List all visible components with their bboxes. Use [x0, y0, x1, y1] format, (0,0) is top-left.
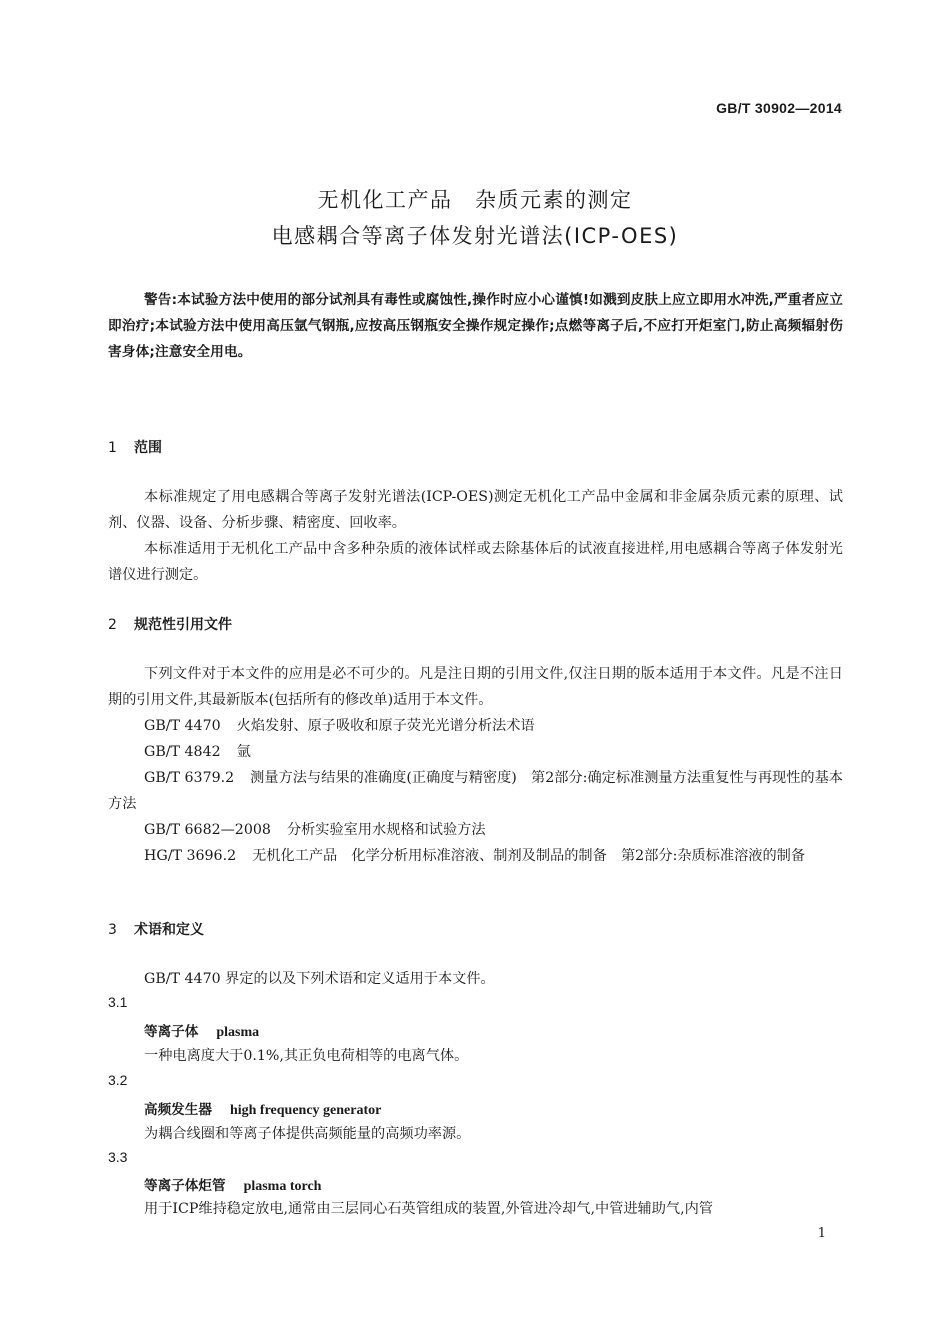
reference-item: [108, 765, 843, 817]
term-heading: [144, 1020, 259, 1041]
reference-code: HG/T 3696.2: [144, 848, 237, 864]
reference-title: 测量方法与结果的准确度(正确度与精密度) 第2部分:确定标准测量方法重复性与再现性的基本方法: [108, 770, 843, 812]
reference-code: GB/T 6379.2: [144, 770, 235, 786]
section-number: 1: [108, 440, 117, 456]
standard-code: GB/T 30902—2014: [716, 100, 842, 116]
section-1-heading: [108, 437, 162, 457]
term-number: 3.3: [108, 1149, 128, 1165]
term-en: plasma torch: [243, 1179, 322, 1194]
section-3-heading: [108, 919, 204, 939]
reference-title: 火焰发射、原子吸收和原子荧光光谱分析法术语: [236, 718, 535, 734]
scope-paragraph-2: 本标准适用于无机化工产品中含多种杂质的液体试样或去除基体后的试液直接进样,用电感耦合等离子体发射光谱仪进行测定。: [108, 541, 843, 583]
reference-item: [108, 843, 843, 869]
reference-item: [144, 817, 844, 843]
term-definition: 为耦合线圈和等离子体提供高频能量的高频功率源。: [144, 1126, 471, 1142]
section-2-heading: [108, 614, 232, 634]
term-number: 3.1: [108, 994, 128, 1010]
references-intro: 下列文件对于本文件的应用是必不可少的。凡是注日期的引用文件,仅注日期的版本适用于本文件。凡是不注日期的引用文件,其最新版本(包括所有的修改单)适用于本文件。: [108, 666, 843, 708]
page-number: 1: [817, 1226, 826, 1241]
term-heading: [144, 1098, 381, 1119]
section-number: 3: [108, 922, 117, 938]
section-title: 规范性引用文件: [134, 617, 232, 633]
term-definition: 一种电离度大于0.1%,其正负电荷相等的电离气体。: [144, 1048, 469, 1064]
terms-intro: GB/T 4470 界定的以及下列术语和定义适用于本文件。: [144, 971, 495, 987]
term-zh: 高频发生器: [144, 1102, 212, 1118]
reference-item: [144, 739, 844, 765]
section-number: 2: [108, 617, 117, 633]
reference-item: [144, 713, 844, 739]
term-zh: 等离子体: [144, 1024, 199, 1040]
section-title: 范围: [134, 440, 162, 456]
title-line-1: 无机化工产品 杂质元素的测定: [317, 188, 633, 212]
term-definition: 用于ICP维持稳定放电,通常由三层同心石英管组成的装置,外管进冷却气,中管进辅助气,内管: [144, 1201, 713, 1217]
title-line-2: 电感耦合等离子体发射光谱法(ICP-OES): [271, 224, 679, 248]
reference-code: GB/T 4842: [144, 744, 221, 760]
term-heading: [144, 1174, 321, 1195]
scope-paragraph-1: 本标准规定了用电感耦合等离子发射光谱法(ICP-OES)测定无机化工产品中金属和非金属杂质元素的原理、试剂、仪器、设备、分析步骤、精密度、回收率。: [108, 489, 843, 531]
warning-paragraph: 警告:本试验方法中使用的部分试剂具有毒性或腐蚀性,操作时应小心谨慎!如溅到皮肤上应立即用水冲洗,严重者应立即治疗;本试验方法中使用高压氩气钢瓶,应按高压钢瓶安全操作规定操作;点燃等离子后,不应打开炬室门,防止高频辐射伤害身体;注意安全用电。: [108, 292, 843, 360]
reference-code: GB/T 6682—2008: [144, 822, 271, 838]
term-en: high frequency generator: [229, 1103, 382, 1118]
reference-title: 无机化工产品 化学分析用标准溶液、制剂及制品的制备 第2部分:杂质标准溶液的制备: [252, 848, 806, 864]
term-number: 3.2: [108, 1072, 128, 1088]
reference-title: 分析实验室用水规格和试验方法: [286, 822, 486, 838]
term-en: plasma: [216, 1025, 260, 1040]
section-title: 术语和定义: [134, 922, 204, 938]
reference-code: GB/T 4470: [144, 718, 221, 734]
reference-title: 氩: [236, 744, 251, 760]
term-zh: 等离子体炬管: [144, 1178, 226, 1194]
